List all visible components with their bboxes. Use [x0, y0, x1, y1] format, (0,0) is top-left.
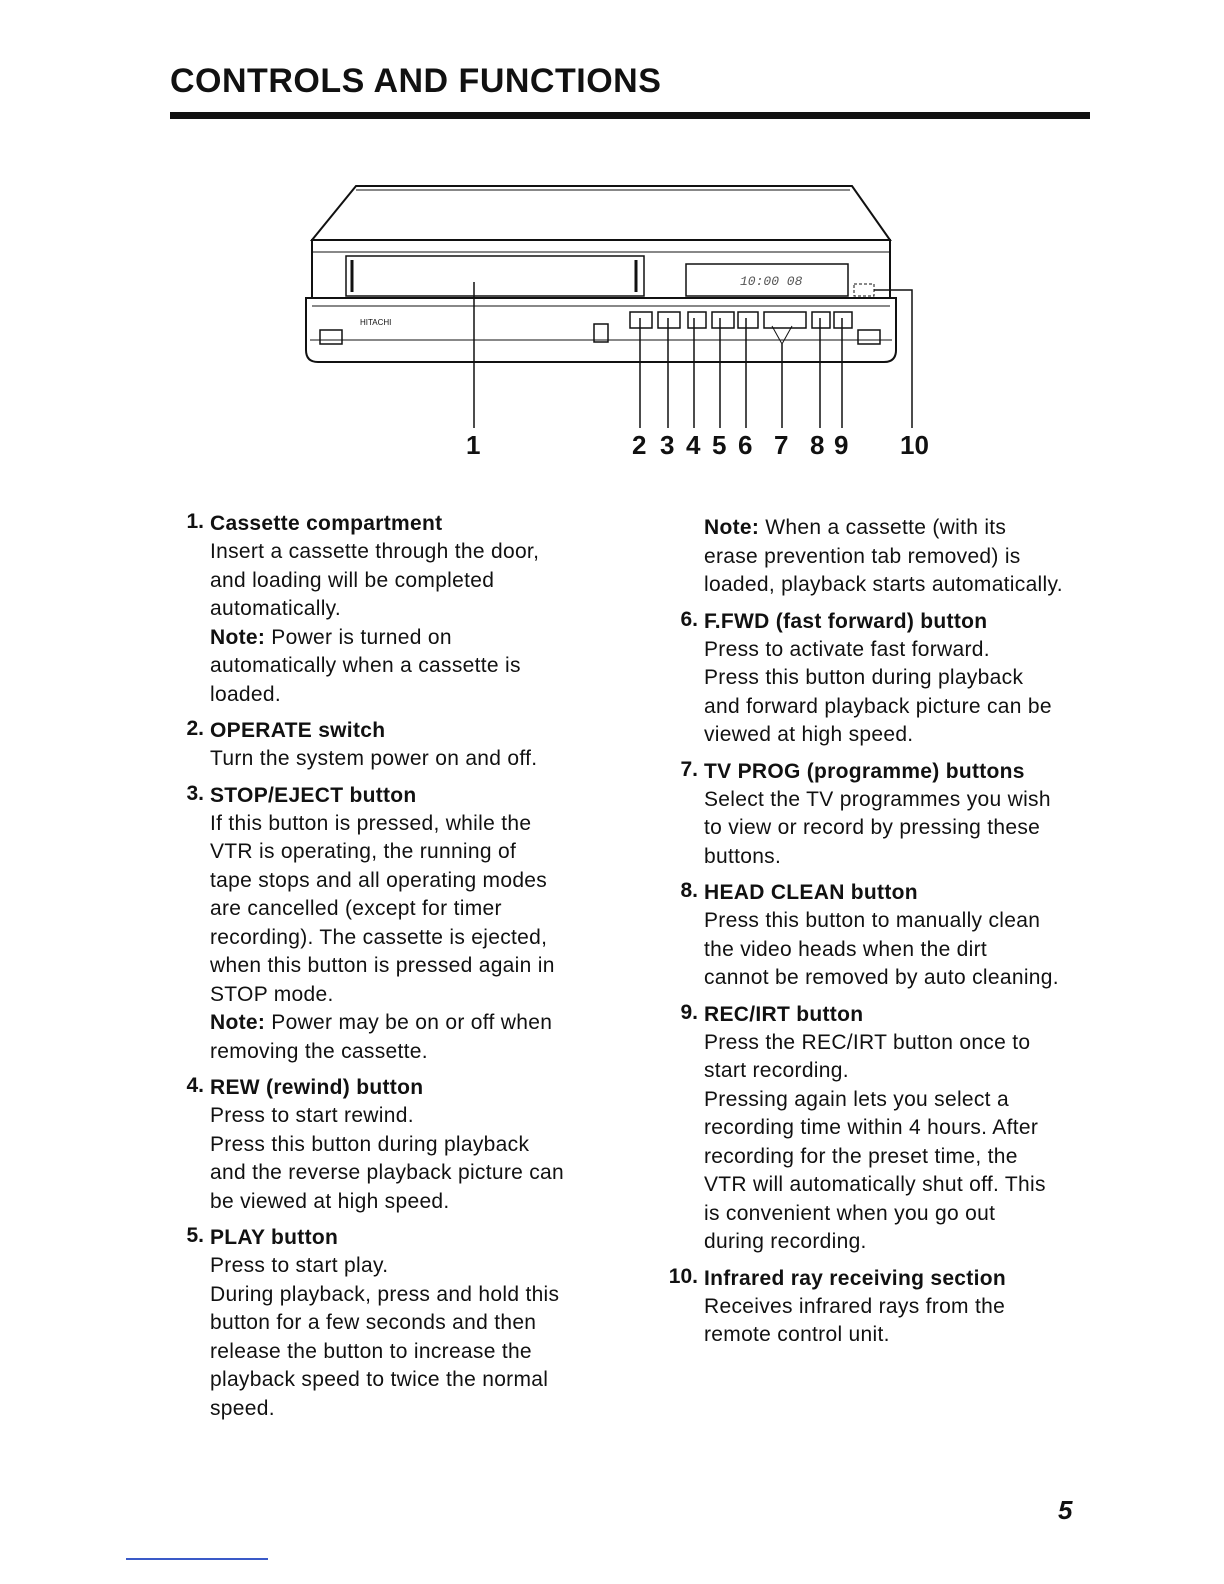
item-number: 2. — [186, 717, 204, 740]
left-foot — [320, 330, 342, 344]
item-line: Receives infrared rays from the — [704, 1294, 1006, 1318]
item-note — [704, 514, 1104, 543]
item-heading: STOP/EJECT button — [210, 783, 417, 807]
note-label: Note: — [704, 516, 760, 539]
item-line: VTR is operating, the running of — [210, 840, 517, 863]
item-line: are cancelled (except for timer — [210, 897, 502, 920]
brand-logo: HITACHI — [360, 318, 392, 327]
callout-5: 5 — [712, 430, 727, 460]
item-heading: REC/IRT button — [704, 1002, 864, 1026]
operate-switch — [630, 312, 652, 328]
item-number: 5. — [186, 1224, 204, 1247]
callout-3: 3 — [660, 430, 675, 460]
rew-button — [688, 312, 706, 328]
stop-eject-button — [658, 312, 680, 328]
head-clean-button — [812, 312, 830, 328]
item-number: 10. — [668, 1264, 698, 1288]
item-line: Pressing again lets you select a — [704, 1087, 1009, 1111]
item-line: playback speed to twice the normal — [210, 1368, 549, 1391]
item-heading: PLAY button — [210, 1226, 339, 1249]
item-line: the video heads when the dirt — [704, 937, 988, 961]
page-title: CONTROLS AND FUNCTIONS — [170, 62, 662, 100]
cassette-door — [346, 256, 644, 296]
item-7 — [680, 757, 1104, 872]
item-9 — [680, 1000, 1104, 1257]
note-text: Power is turned on — [265, 625, 452, 649]
item-line: automatically when a cassette is — [210, 654, 521, 677]
right-column — [668, 514, 1104, 1358]
tv-prog-buttons — [764, 312, 806, 328]
item-line: Press to activate fast forward. — [704, 637, 990, 661]
item-line: loaded. — [210, 682, 281, 706]
callout-9: 9 — [834, 430, 849, 460]
item-heading: HEAD CLEAN button — [704, 881, 918, 904]
item-number: 8. — [680, 879, 698, 902]
note-label: Note: — [210, 1011, 266, 1034]
vcr-lid-outline — [312, 186, 890, 240]
play-button — [712, 312, 734, 328]
callout-6: 6 — [738, 430, 753, 460]
item-line: VTR will automatically shut off. This — [704, 1173, 1046, 1196]
callout-1: 1 — [466, 430, 481, 460]
callout-4: 4 — [686, 430, 701, 460]
item-line: recording for the preset time, the — [704, 1144, 1018, 1168]
item-3 — [186, 781, 610, 1067]
item-line: automatically. — [210, 597, 342, 620]
item-line: Turn the system power on and off. — [210, 747, 538, 770]
item-number: 7. — [680, 757, 698, 781]
item-line: Press this button during playback — [210, 1132, 530, 1156]
item-line: Press to start play. — [210, 1254, 389, 1277]
item-line: If this button is pressed, while the — [210, 811, 532, 835]
item-5-note — [704, 514, 1104, 600]
item-4 — [186, 1074, 610, 1216]
callout-2: 2 — [632, 430, 647, 460]
vcr-front-diagram — [0, 0, 1224, 480]
item-number: 4. — [186, 1074, 204, 1097]
item-1 — [186, 510, 610, 709]
item-line: loaded, playback starts automatically. — [704, 573, 1063, 596]
item-line: Press this button to manually clean — [704, 909, 1041, 932]
item-line: be viewed at high speed. — [210, 1189, 450, 1213]
item-line: and loading will be completed — [210, 568, 495, 592]
item-line: cannot be removed by auto cleaning. — [704, 966, 1059, 989]
item-line: when this button is pressed again in — [210, 954, 555, 977]
vcr-front-panel — [306, 298, 896, 362]
item-line: Press the REC/IRT button once to — [704, 1030, 1031, 1054]
item-heading: Infrared ray receiving section — [704, 1266, 1006, 1290]
item-10 — [668, 1264, 1104, 1350]
item-line: removing the cassette. — [210, 1039, 428, 1063]
item-line: button for a few seconds and then — [210, 1311, 537, 1334]
callout-8: 8 — [810, 430, 825, 460]
item-8 — [680, 879, 1104, 993]
item-line: recording time within 4 hours. After — [704, 1116, 1039, 1139]
item-line: to view or record by pressing these — [704, 816, 1041, 839]
item-line: start recording. — [704, 1059, 849, 1082]
right-foot — [858, 330, 880, 344]
note-text: When a cassette (with its — [759, 516, 1007, 539]
item-line: Select the TV programmes you wish — [704, 787, 1051, 811]
display-readout: 10:00 08 — [740, 274, 803, 289]
item-note — [210, 1009, 610, 1038]
item-line: release the button to increase the — [210, 1339, 532, 1363]
item-number: 3. — [186, 781, 204, 805]
item-2 — [186, 717, 610, 774]
item-number: 9. — [680, 1000, 698, 1024]
left-column — [186, 510, 610, 1431]
infrared-sensor — [854, 284, 874, 296]
item-heading: TV PROG (programme) buttons — [704, 759, 1025, 783]
item-heading: REW (rewind) button — [210, 1076, 424, 1099]
callout-7: 7 — [774, 430, 789, 460]
item-line: is convenient when you go out — [704, 1201, 996, 1225]
item-line: and the reverse playback picture can — [210, 1161, 564, 1184]
item-line: recording). The cassette is ejected, — [210, 925, 548, 949]
ffwd-button — [738, 312, 758, 328]
item-6 — [680, 607, 1104, 750]
rec-irt-button — [834, 312, 852, 328]
item-line: Press this button during playback — [704, 666, 1024, 689]
item-heading: OPERATE switch — [210, 719, 386, 742]
callout-10: 10 — [900, 430, 929, 460]
item-heading: Cassette compartment — [210, 512, 443, 535]
note-label: Note: — [210, 625, 266, 649]
item-line: speed. — [210, 1396, 275, 1420]
item-line: STOP mode. — [210, 982, 334, 1006]
scan-artifact-line — [126, 1558, 268, 1560]
item-line: viewed at high speed. — [704, 723, 914, 746]
item-line: remote control unit. — [704, 1323, 890, 1346]
item-line: buttons. — [704, 844, 782, 868]
vcr-body-upper — [312, 240, 890, 298]
item-line: tape stops and all operating modes — [210, 868, 548, 892]
item-line: Insert a cassette through the door, — [210, 540, 540, 563]
item-line: during recording. — [704, 1230, 867, 1253]
item-5 — [186, 1224, 610, 1423]
item-line: erase prevention tab removed) is — [704, 544, 1021, 568]
item-note — [210, 624, 610, 653]
item-number: 6. — [680, 607, 698, 631]
item-line: During playback, press and hold this — [210, 1282, 560, 1306]
page-number: 5 — [1058, 1495, 1073, 1525]
item-line: and forward playback picture can be — [704, 694, 1052, 718]
item-number: 1. — [186, 510, 204, 533]
item-line: Press to start rewind. — [210, 1104, 414, 1127]
item-heading: F.FWD (fast forward) button — [704, 609, 988, 633]
note-text: Power may be on or off when — [265, 1011, 553, 1034]
